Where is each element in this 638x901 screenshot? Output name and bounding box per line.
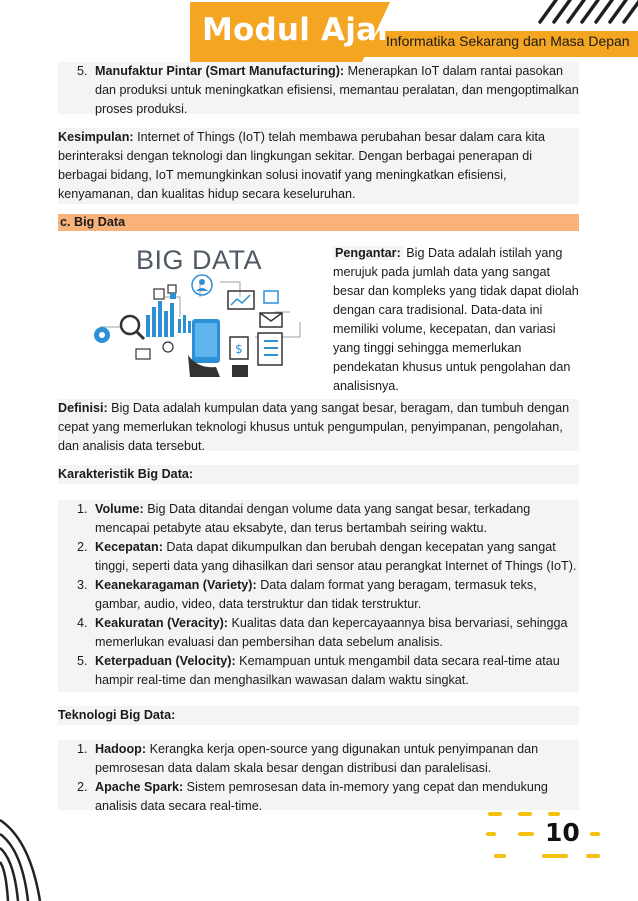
document-icon xyxy=(230,337,248,359)
list-item-label: Manufaktur Pintar (Smart Manufacturing): xyxy=(95,64,345,78)
figure-caption: BIG DATA xyxy=(136,245,263,275)
page-header xyxy=(0,0,638,60)
dash-marks xyxy=(488,814,598,856)
list-item-label: Apache Spark: xyxy=(95,780,184,794)
list-item-text: Kualitas data dan kepercayaannya bisa bervariasi, sehingga memerlukan evaluasi dan pembersihan data sebelum analisis. xyxy=(95,616,568,649)
list-item xyxy=(58,62,579,119)
monitor-chart-icon xyxy=(228,291,254,309)
page-number: 10 xyxy=(545,818,580,847)
module-subtitle: Informatika Sekarang dan Masa Depan xyxy=(386,33,630,49)
coffee-cup-icon xyxy=(232,365,248,377)
list-number: 1. xyxy=(77,502,88,516)
list-number: 2. xyxy=(77,780,88,794)
image-icon xyxy=(264,291,278,303)
list-item-text: Sistem pemrosesan data in-memory yang cepat dan mendukung analisis data secara real-time. xyxy=(95,780,548,813)
list-number: 3. xyxy=(77,578,88,592)
list-number: 4. xyxy=(77,616,88,630)
list-item xyxy=(58,614,579,652)
checklist-icon xyxy=(258,333,282,365)
list-item-label: Kecepatan: xyxy=(95,540,163,554)
intro-text: Big Data adalah istilah yang merujuk pada jumlah data yang sangat besar dan kompleks yang tidak dapat diolah dengan cara tradisional. Data-data ini memiliki volume, kecepatan, dan variasi yang tinggi sehingga memerlukan pendekatan khusus untuk pengolahan dan analisisnya. xyxy=(333,246,579,393)
data-bars-icon xyxy=(178,315,191,333)
list-item xyxy=(58,740,579,778)
big-data-illustration xyxy=(60,237,332,385)
list-number: 5. xyxy=(77,654,88,668)
list-item-label: Hadoop: xyxy=(95,742,147,756)
technologies-heading: Teknologi Big Data: xyxy=(58,706,579,725)
characteristics-heading: Karakteristik Big Data: xyxy=(58,465,579,484)
envelope-icon xyxy=(260,313,282,327)
svg-text:$: $ xyxy=(235,342,243,356)
section-heading-big-data: c. Big Data xyxy=(58,214,579,231)
conclusion-text: Internet of Things (IoT) telah membawa perubahan besar dalam cara kita berinteraksi dengan teknologi dan lingkungan sekitar. Dengan berbagai penerapan di berbagai bidang, IoT memungkinkan solusi inovatif yang meningkatkan efisiensi, kenyamanan, dan kualitas hidup secara keseluruhan. xyxy=(58,130,545,201)
conclusion-label: Kesimpulan: xyxy=(58,130,134,144)
list-number: 5. xyxy=(77,64,88,78)
definition-label: Definisi: xyxy=(58,401,108,415)
list-item-text: Big Data ditandai dengan volume data yang sangat besar, terkadang mencapai petabyte atau eksabyte, dan terus bertambah seiring waktu. xyxy=(95,502,531,535)
list-item-label: Keakuratan (Veracity): xyxy=(95,616,228,630)
magnifier-icon xyxy=(121,316,144,339)
list-item-label: Volume: xyxy=(95,502,144,516)
list-item xyxy=(58,538,579,576)
characteristics-list xyxy=(58,500,579,692)
intro-label: Pengantar: xyxy=(335,246,401,260)
corner-arcs xyxy=(0,820,40,901)
list-item-text: Data dalam format yang beragam, termasuk teks, gambar, audio, video, data terstruktur dan tidak terstruktur. xyxy=(95,578,537,611)
diagonal-stripes xyxy=(540,0,638,22)
list-item-label: Keterpaduan (Velocity): xyxy=(95,654,236,668)
list-item-text: Data dapat dikumpulkan dan berubah dengan kecepatan yang sangat tinggi, seperti data yang dihasilkan dari sensor atau perangkat Internet of Things (IoT). xyxy=(95,540,577,573)
gear-icon xyxy=(94,327,110,343)
list-item xyxy=(58,652,579,690)
definition-paragraph xyxy=(58,399,579,451)
list-item-text: Kerangka kerja open-source yang digunakan untuk penyimpanan dan pemrosesan data dalam skala besar dengan distribusi dan paralelisasi. xyxy=(95,742,539,775)
user-icon xyxy=(192,275,212,295)
list-item xyxy=(58,500,579,538)
intro-paragraph xyxy=(333,244,579,396)
module-title: Modul Ajar xyxy=(202,12,393,48)
list-item-text: Kemampuan untuk mengambil data secara real-time atau hampir real-time dan menghasilkan wawasan dalam waktu singkat. xyxy=(95,654,560,687)
list-number: 2. xyxy=(77,540,88,554)
illustration-graphic xyxy=(60,237,332,385)
bar-chart-icon xyxy=(146,301,174,337)
iot-list-item-5 xyxy=(58,62,579,114)
footer-decoration xyxy=(0,800,638,901)
list-item-text: Menerapkan IoT dalam rantai pasokan dan produksi untuk meningkatkan efisiensi, memantau peralatan, dan mengoptimalkan proses produksi. xyxy=(95,64,579,116)
list-number: 1. xyxy=(77,742,88,756)
list-item-label: Keanekaragaman (Variety): xyxy=(95,578,257,592)
smartphone-icon xyxy=(188,319,220,377)
definition-text: Big Data adalah kumpulan data yang sangat besar, beragam, dan tumbuh dengan cepat yang memerlukan teknologi khusus untuk pengumpulan, penyimpanan, pengolahan, dan analisis data tersebut. xyxy=(58,401,570,453)
conclusion-paragraph xyxy=(58,128,579,204)
list-item xyxy=(58,576,579,614)
